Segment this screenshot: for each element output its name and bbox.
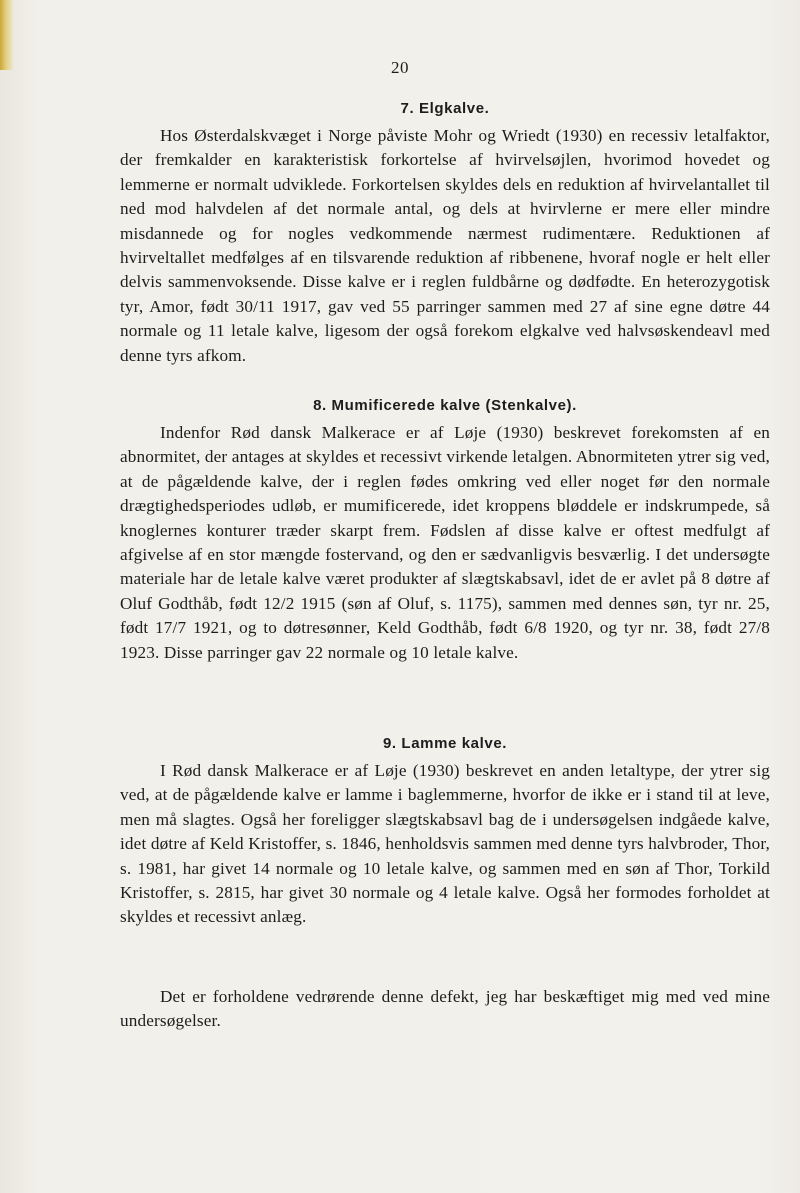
section-heading-lamme-kalve: 9. Lamme kalve. <box>382 735 508 752</box>
paragraph-lamme-kalve: I Rød dansk Malkerace er af Løje (1930) beskrevet en anden letaltype, der ytrer sig ved, at de pågældende kalve er lamme i baglemmerne, hvorfor de ikke er i stand til at leve, men må slagtes. Også her foreligger slægtskabsavl bag de i undersøgelsen indgåede kalve, idet døtre af Keld Kristoffer, s. 1846, henholdsvis sammen med denne tyrs halvbroder, Thor, s. 1981, har givet 14 normale og 10 letale kalve, og sammen med en søn af Thor, Torkild Kristoffer, s. 2815, har givet 30 normale og 4 letale kalve. Også her formodes forholdet at skyldes et recessivt anlæg. <box>120 761 770 927</box>
paragraph-lamme-kalve-conclusion: Det er forholdene vedrørende denne defekt, jeg har beskæftiget mig med ved mine undersøgelser. <box>120 987 770 1031</box>
section-heading-mumificerede-kalve: 8. Mumificerede kalve (Stenkalve). <box>313 397 577 414</box>
section-heading-elgkalve: 7. Elgkalve. <box>400 100 490 117</box>
paragraph-elgkalve: Hos Østerdalskvæget i Norge påviste Mohr og Wriedt (1930) en recessiv letalfaktor, der fremkalder en karakteristisk forkortelse af hvirvelsøjlen, hvorimod hovedet og lemmerne er normalt udviklede. Forkortelsen skyldes dels en reduktion af hvirvelantallet til ned mod halvdelen af det normale antal, og dels at hvirvlerne er mere eller mindre misdannede og for nogles vedkommende nærmest rudimentære. Reduktionen af hvirveltallet medfølges af en tilsvarende reduktion af ribbenene, hvoraf nogle er helt eller delvis sammenvoksende. Disse kalve er i reglen fuldbårne og dødfødte. En heterozygotisk tyr, Amor, født 30/11 1917, gav ved 55 parringer sammen med 27 af sine egne døtre 44 normale og 11 letale kalve, ligesom der også forekom elgkalve ved halvsøskendeavl med denne tyrs afkom. <box>120 126 770 365</box>
page-number: 20 <box>391 58 409 77</box>
paragraph-mumificerede-kalve: Indenfor Rød dansk Malkerace er af Løje (1930) beskrevet forekomsten af en abnormitet, der antages at skyldes et recessivt virkende letalgen. Abnormiteten ytrer sig ved, at de pågældende kalve, der i reglen fødes omkring ved eller noget før den normale drægtighedsperiodes udløb, er mumificerede, idet kroppens bløddele er indskrumpede, så knoglernes konturer træder skarpt frem. Fødslen af disse kalve er oftest medfulgt af afgivelse af en stor mængde fostervand, og den er sædvanligvis besværlig. I det undersøgte materiale har de letale kalve været produkter af slægtskabsavl, idet de er avlet på 8 døtre af Oluf Godthåb, født 12/2 1915 (søn af Oluf, s. 1175), sammen med dennes søn, tyr nr. 25, født 17/7 1921, og to døtresønner, Keld Godthåb, født 6/8 1920, og tyr nr. 38, født 27/8 1923. Disse parringer gav 22 normale og 10 letale kalve. <box>120 423 770 662</box>
